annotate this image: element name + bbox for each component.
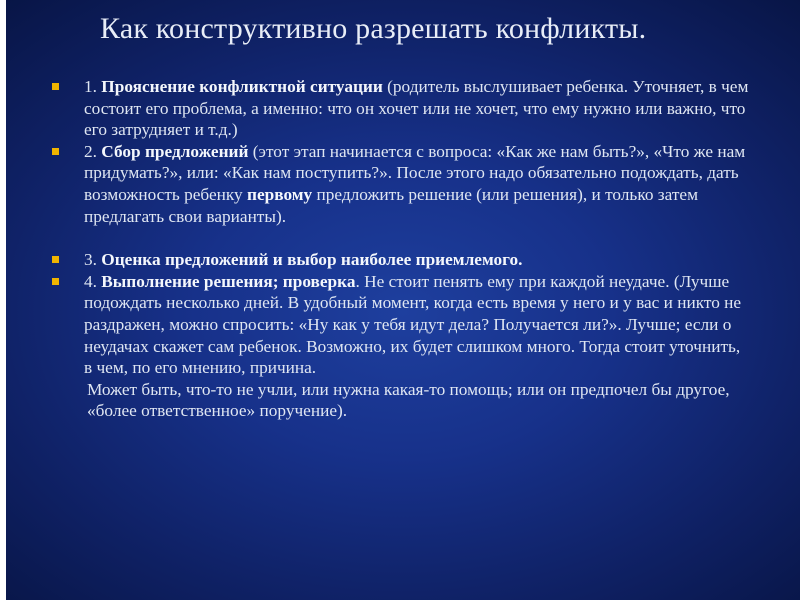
- bullet-icon: [52, 278, 59, 285]
- slide-title: Как конструктивно разрешать конфликты.: [100, 12, 647, 45]
- continuation-paragraph: Может быть, что-то не учли, или нужна какая-то помощь; или он предпочел бы другое, «более ответственное» поручение).: [87, 379, 730, 421]
- bullet-icon: [52, 83, 59, 90]
- bullet-icon: [52, 256, 59, 263]
- list-item: 3. Оценка предложений и выбор наиболее приемлемого.: [50, 249, 750, 271]
- list-item: 4. Выполнение решения; проверка. Не стоит пенять ему при каждой неудаче. (Лучше подождать несколько дней. В удобный момент, когда есть время у него и у вас и никто не раздражен, можно спросить: «Ну как у тебя идут дела? Получается ли?». Лучше; если о неудачах скажет сам ребенок. Возможно, их будет слишком много. Тогда стоит уточнить, в чем, по его мнению, причина.: [50, 271, 750, 379]
- slide-body: [50, 76, 750, 422]
- list-item: 1. Прояснение конфликтной ситуации (родитель выслушивает ребенка. Уточняет, в чем состоит его проблема, а именно: что он хочет или не хочет, что ему нужно или важно, что его затрудняет и т.д.): [50, 76, 750, 141]
- list-item: 2. Сбор предложений (этот этап начинается с вопроса: «Как же нам быть?», «Что же нам придумать?», или: «Как нам поступить?». После этого надо обязательно подождать, дать возможность ребенку первому предложить решение (или решения), и только затем предлагать свои варианты).: [50, 141, 750, 227]
- spacer: [50, 227, 750, 249]
- slide: [6, 0, 800, 600]
- bullet-icon: [52, 148, 59, 155]
